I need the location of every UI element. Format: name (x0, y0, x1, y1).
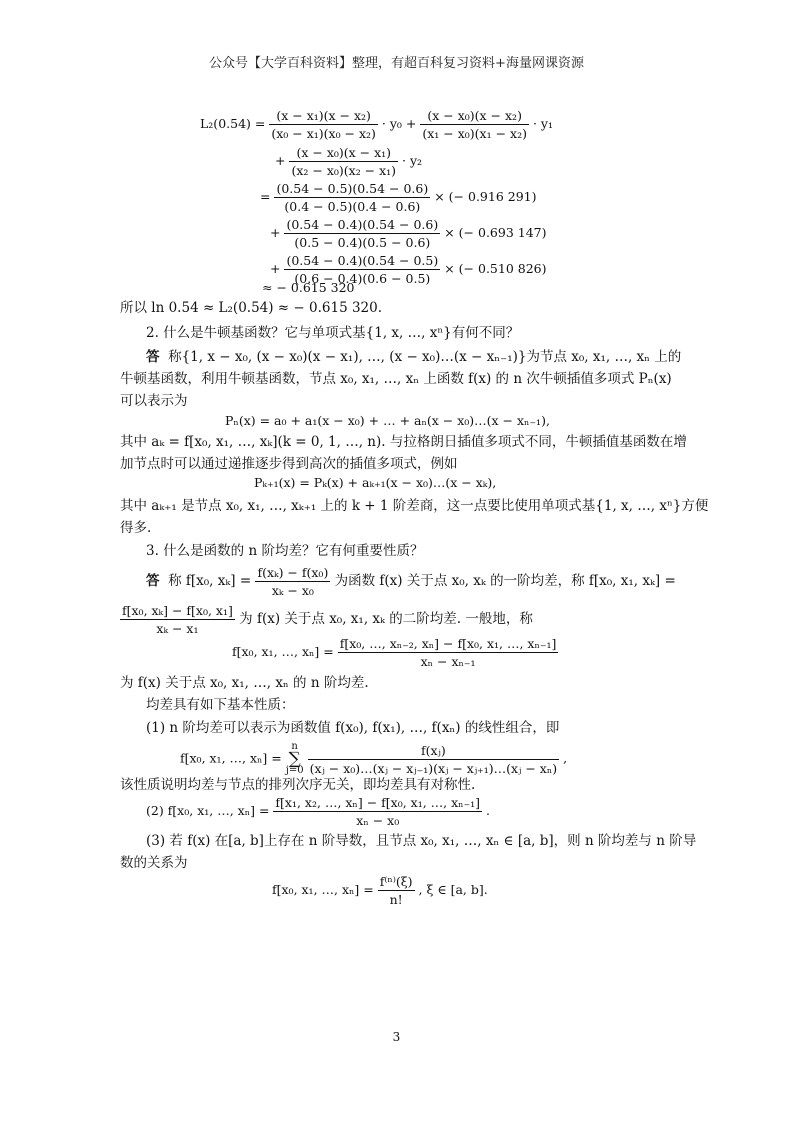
answer-2-line4: 其中 aₖ = f[x₀, x₁, …, xₖ](k = 0, 1, …, n). 与拉格朗日插值多项式不同，牛顿插值基函数在增 (120, 434, 687, 450)
fraction: $\frac{(0.54 - 0.5)(0.54 - 0.6)}{(0.4 - 0.5)(0.4 - 0.6)}$ (276, 181, 429, 214)
fraction: $\frac{\text{(x − x₀)(x − x₂)}}{\text{(x₁ − x₀)(x₁ − x₂)}}$ (422, 108, 527, 141)
equation-newton-poly: Pₙ(x) = a₀ + a₁(x − x₀) + … + aₙ(x − x₀)…(x − xₙ₋₁), (225, 413, 550, 428)
fraction: $\frac{(0.54 - 0.4)(0.54 - 0.5)}{(0.6 - 0.4)(0.6 - 0.5)}$ (286, 253, 439, 286)
equation-sum-representation: f[x₀, x₁, …, xₙ] = n ∑ j=0 $\frac{\text{f(xⱼ)}}{\text{(xⱼ − x₀)…(xⱼ − xⱼ₋₁)(xⱼ − xⱼ₊₁)…(xⱼ − xₙ)}}$ , (180, 741, 568, 776)
equation-nth-divided-difference: f[x₀, x₁, …, xₙ] = $\frac{\text{f[x₀, …, xₙ₋₂, xₙ] − f[x₀, x₁, …, xₙ₋₁]}}{\text{xₙ − xₙ₋₁}}$ (232, 636, 557, 669)
answer-2-line7: 得多. (120, 520, 152, 536)
fraction: $\frac{\text{f(xₖ) − f(x₀)}}{\text{xₖ − x₀}}$ (257, 565, 329, 598)
question-2: 2. 什么是牛顿基函数？它与单项式基{1, x, …, xⁿ}有何不同？ (146, 325, 520, 341)
page-number: 3 (392, 1030, 401, 1044)
answer-3-line2: $\frac{\text{f[x₀, xₖ] − f[x₀, x₁]}}{\text{xₖ − x₁}}$ 为 f(x) 关于点 x₀, x₁, xₖ 的二阶均差. 一般地，称 (122, 603, 533, 636)
property-1-note: 该性质说明均差与节点的排列次序无关，即均差具有对称性. (120, 777, 476, 793)
fraction: $\frac{\text{(x − x₀)(x − x₁)}}{\text{(x₂ − x₀)(x₂ − x₁)}}$ (291, 145, 397, 178)
fraction: $\frac{\text{f[x₀, xₖ] − f[x₀, x₁]}}{\text{xₖ − x₁}}$ (122, 603, 233, 636)
equation-l2-line2: + $\frac{\text{(x − x₀)(x − x₁)}}{\text{(x₂ − x₀)(x₂ − x₁)}}$ · y₂ (275, 145, 423, 178)
answer-2-line6: 其中 aₖ₊₁ 是节点 x₀, x₁, …, xₖ₊₁ 上的 k + 1 阶差商，这一点要比使用单项式基{1, x, …, xⁿ}方便 (120, 498, 709, 514)
property-3-cont: 数的关系为 (120, 855, 188, 871)
fraction: $\frac{\text{(x − x₁)(x − x₂)}}{\text{(x₀ − x₁)(x₀ − x₂)}}$ (271, 108, 376, 141)
equation-l2-line1: L₂(0.54) = $\frac{\text{(x − x₁)(x − x₂)}}{\text{(x₀ − x₁)(x₀ − x₂)}}$ · y₀ + $\frac{\text{(x − x₀)(x − x₂)}}{\text{(x₁ − x₀)(x₁ − x₂)}}$ · y₁ (200, 108, 553, 141)
equation-derivative-relation: f[x₀, x₁, …, xₙ] = $\frac{\text{f⁽ⁿ⁾(ξ)}}{n!}$ , ξ ∈ [a, b]. (272, 874, 488, 907)
answer-2-line5: 加节点时可以通过递推逐步得到高次的插值多项式，例如 (120, 456, 458, 472)
equation-l2-approx: ≈ − 0.615 320 (262, 280, 355, 295)
answer-2-line1: 答 称{1, x − x₀, (x − x₀)(x − x₁), …, (x − x₀)…(x − xₙ₋₁)}为节点 x₀, x₁, …, xₙ 上的 (146, 349, 682, 365)
summation-symbol: n ∑ j=0 (285, 741, 304, 776)
equation-l2-line4: + $\frac{(0.54 - 0.4)(0.54 - 0.6)}{(0.5 - 0.4)(0.5 - 0.6)}$ × (− 0.693 147) (270, 217, 547, 250)
properties-intro: 均差具有如下基本性质： (146, 697, 295, 713)
equation-l2-line3: = $\frac{(0.54 - 0.5)(0.54 - 0.6)}{(0.4 - 0.5)(0.4 - 0.6)}$ × (− 0.916 291) (260, 181, 537, 214)
property-2: (2) f[x₀, x₁, …, xₙ] = $\frac{\text{f[x₁, x₂, …, xₙ] − f[x₀, x₁, …, xₙ₋₁]}}{\text{xₙ − x₀}}$ . (146, 795, 491, 828)
answer-2-line2: 牛顿基函数，利用牛顿基函数，节点 x₀, x₁, …, xₙ 上函数 f(x) 的 n 次牛顿插值多项式 Pₙ(x) (120, 371, 672, 387)
answer-3-line1: 答 称 f[x₀, xₖ] = $\frac{\text{f(xₖ) − f(x₀)}}{\text{xₖ − x₀}}$ 为函数 f(x) 关于点 x₀, xₖ 的一阶均差，称 f[x₀, x₁, xₖ] = (146, 565, 676, 598)
fraction: $\frac{\text{f[x₁, x₂, …, xₙ] − f[x₀, x₁, …, xₙ₋₁]}}{\text{xₙ − x₀}}$ (275, 795, 481, 828)
property-1: (1) n 阶均差可以表示为函数值 f(x₀), f(x₁), …, f(xₙ) 的线性组合，即 (146, 720, 560, 736)
page-header: 公众号【大学百科资料】整理，有超百科复习资料+海量网课资源 (209, 56, 584, 71)
question-3: 3. 什么是函数的 n 阶均差？它有何重要性质？ (146, 543, 424, 559)
equation-newton-recursive: Pₖ₊₁(x) = Pₖ(x) + aₖ₊₁(x − x₀)…(x − xₖ), (254, 475, 497, 490)
fraction: $\frac{(0.54 - 0.4)(0.54 - 0.6)}{(0.5 - 0.4)(0.5 - 0.6)}$ (286, 217, 439, 250)
property-3: (3) 若 f(x) 在[a, b]上存在 n 阶导数，且节点 x₀, x₁, …, xₙ ∈ [a, b]，则 n 阶均差与 n 阶导 (146, 833, 697, 849)
fraction: $\frac{\text{f(xⱼ)}}{\text{(xⱼ − x₀)…(xⱼ − xⱼ₋₁)(xⱼ − xⱼ₊₁)…(xⱼ − xₙ)}}$ (309, 742, 558, 776)
fraction: $\frac{\text{f⁽ⁿ⁾(ξ)}}{n!}$ (379, 874, 413, 907)
equation-l2-line5: + $\frac{(0.54 - 0.4)(0.54 - 0.5)}{(0.6 - 0.4)(0.6 - 0.5)}$ × (− 0.510 826) (270, 253, 547, 286)
answer-2-line3: 可以表示为 (120, 393, 188, 409)
answer-3-line3: 为 f(x) 关于点 x₀, x₁, …, xₙ 的 n 阶均差. (120, 675, 369, 691)
text-line: 所以 ln 0.54 ≈ L₂(0.54) ≈ − 0.615 320. (120, 300, 383, 316)
fraction: $\frac{\text{f[x₀, …, xₙ₋₂, xₙ] − f[x₀, x₁, …, xₙ₋₁]}}{\text{xₙ − xₙ₋₁}}$ (339, 636, 557, 669)
